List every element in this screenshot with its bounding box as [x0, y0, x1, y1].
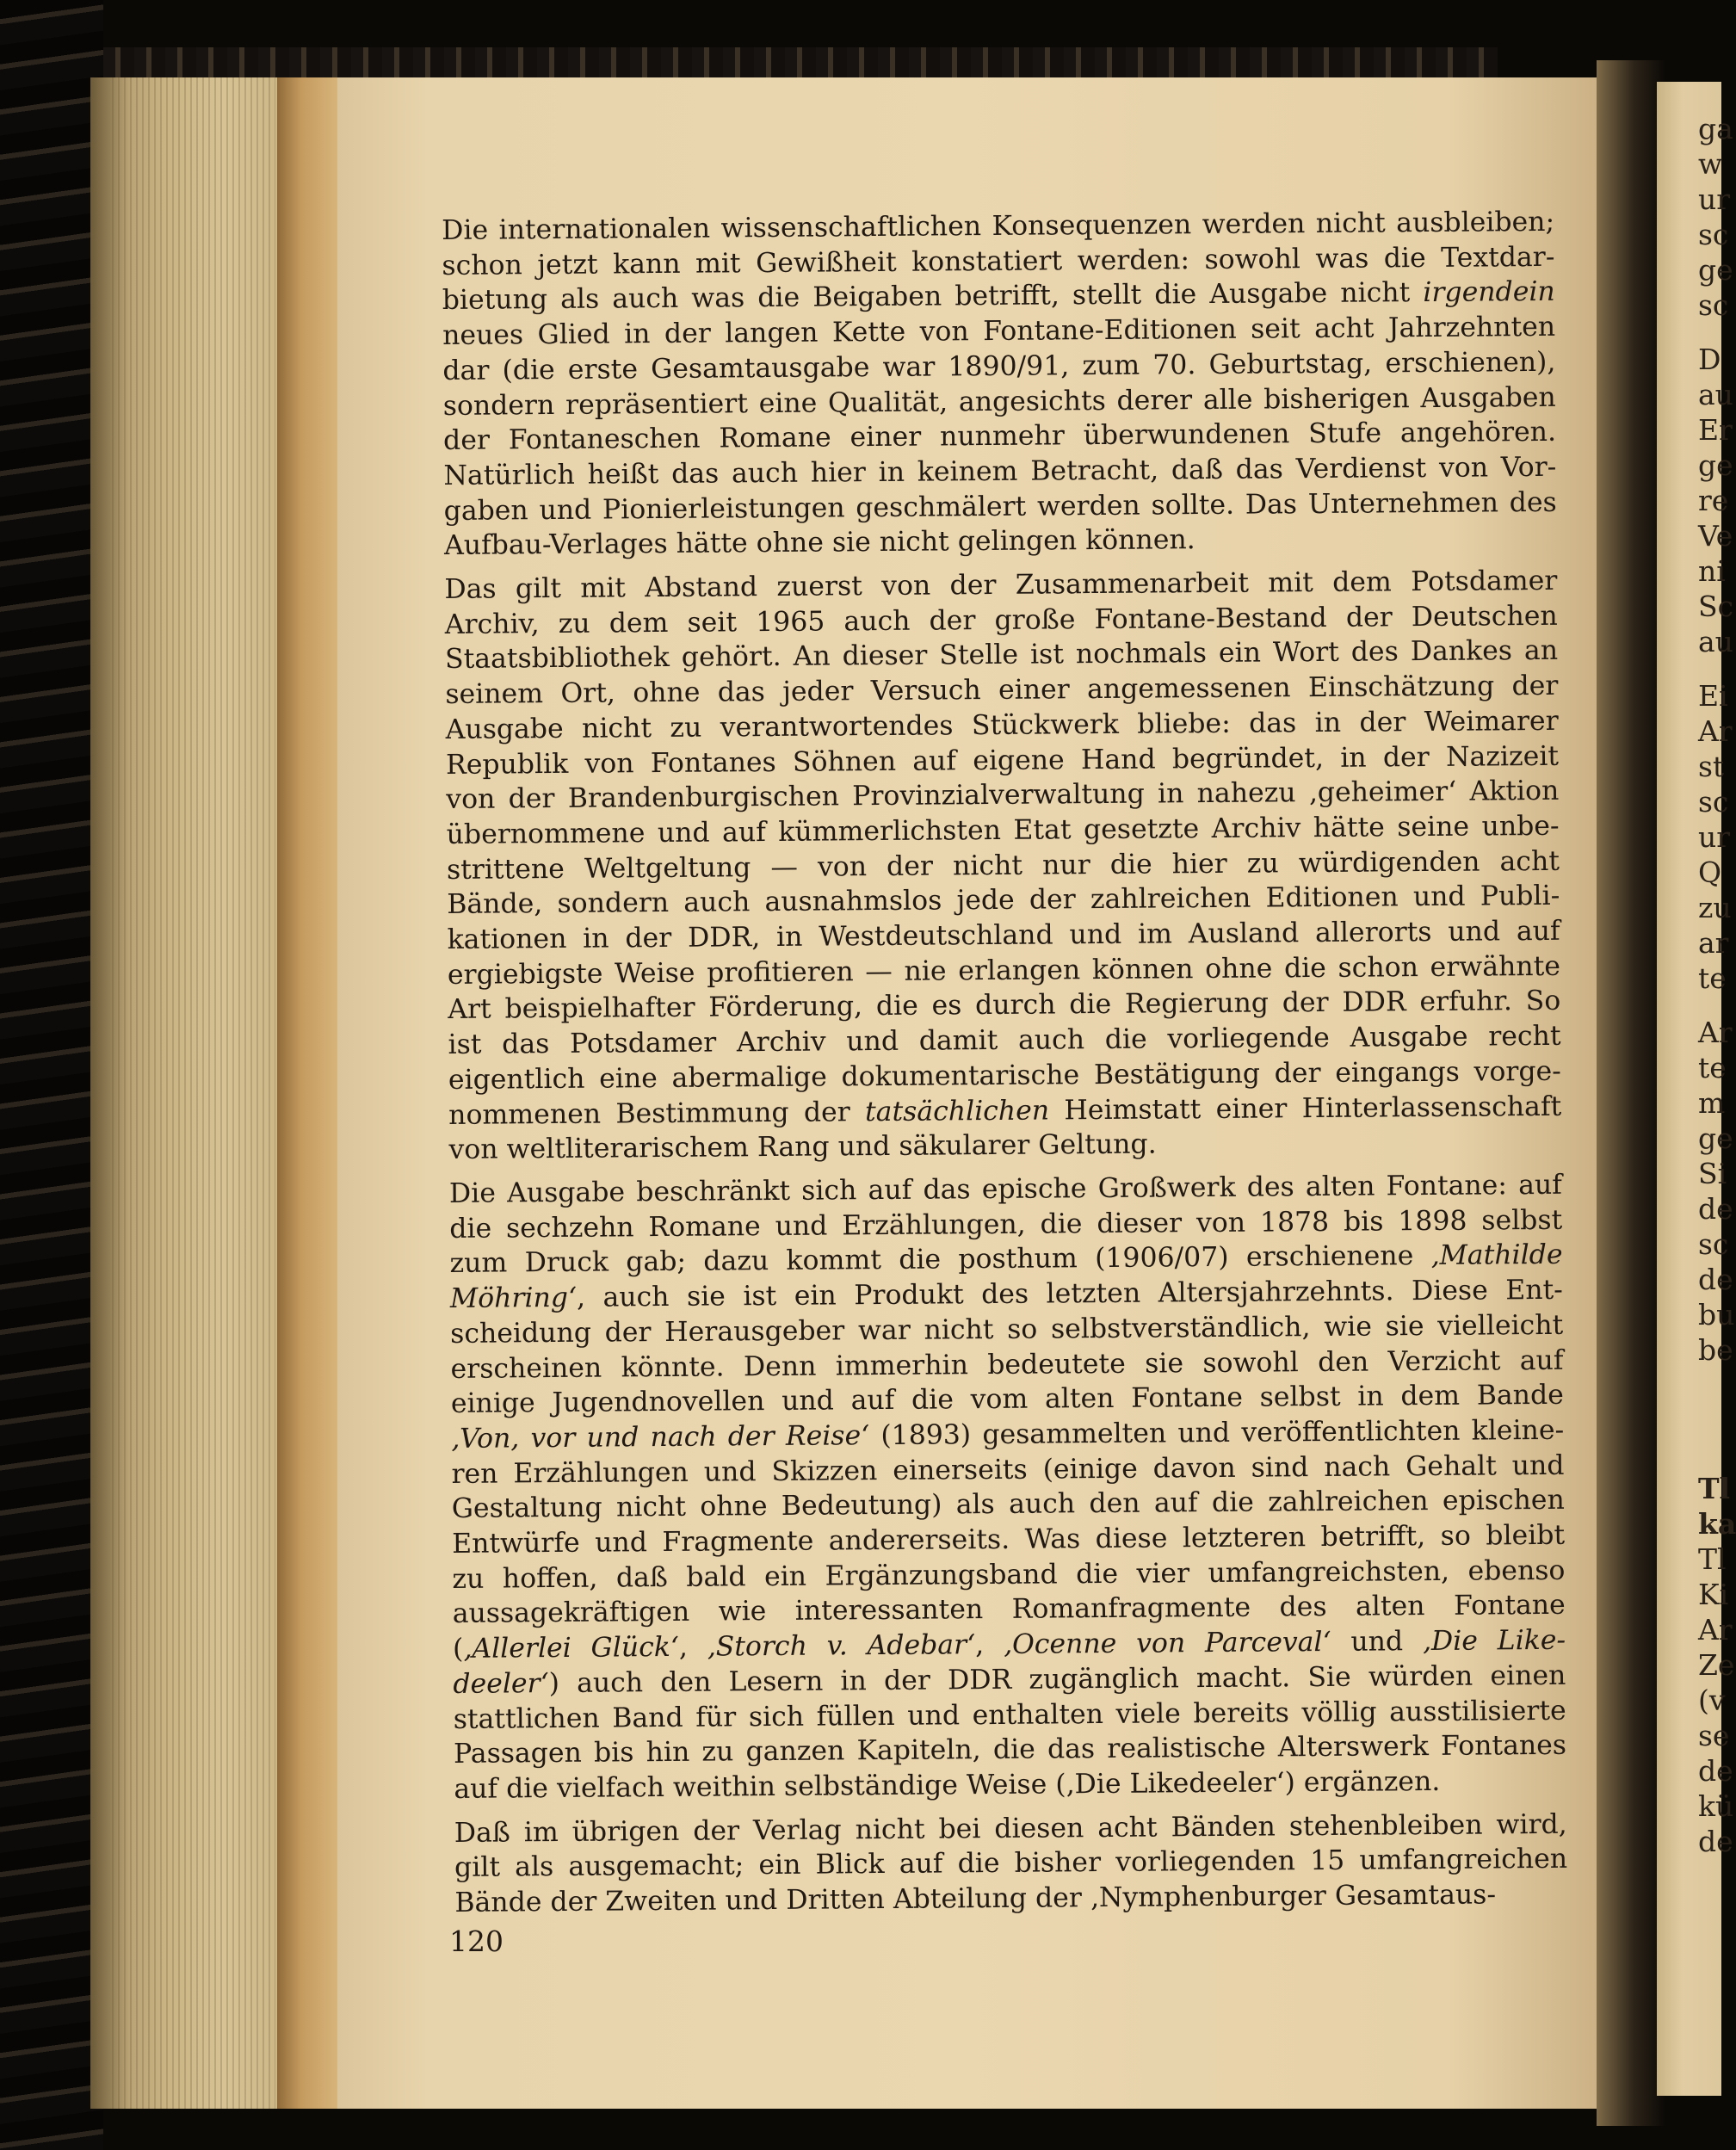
- text-line: Natürlich heißt das auch hier in keinem Betracht, daß das Verdienst von Vor-: [443, 451, 1557, 491]
- text-line: Passagen bis hin zu ganzen Kapiteln, die das realistische Alterswerk Fontanes: [453, 1730, 1567, 1770]
- next-page-text-fragment: Er: [1698, 413, 1733, 447]
- text-line: nommenen Bestimmung der tatsächlichen Heimstatt einer Hinterlassenschaft: [448, 1090, 1562, 1131]
- next-page-text-fragment: se: [1698, 1719, 1730, 1752]
- text-line: ist das Potsdamer Archiv und damit auch die vorliegende Ausgabe recht: [448, 1020, 1561, 1061]
- next-page-text-fragment: zu: [1698, 891, 1732, 924]
- next-page-text-fragment: au: [1698, 378, 1733, 411]
- text-line: Republik von Fontanes Söhnen auf eigene Hand begründet, in der Nazizeit: [445, 740, 1560, 781]
- text-line: Ausgabe nicht zu verantwortendes Stückwerk bliebe: das in der Weimarer: [445, 705, 1559, 745]
- text-line: ren Erzählungen und Skizzen einerseits (einige davon sind nach Gehalt und: [451, 1449, 1565, 1490]
- next-page-text-fragment: Si: [1698, 1157, 1727, 1190]
- text-line: Möhring‘, auch sie ist ein Produkt des letzten Altersjahrzehnts. Diese Ent-: [449, 1274, 1564, 1315]
- text-line: stattlichen Band für sich füllen und enthalten viele bereits völlig ausstilisierte: [453, 1695, 1566, 1735]
- text-line: Gestaltung nicht ohne Bedeutung) als auch den auf die zahlreichen epischen: [451, 1485, 1565, 1525]
- next-page-text-fragment: au: [1698, 625, 1733, 658]
- text-line: Daß im übrigen der Verlag nicht bei diesen acht Bänden stehenbleiben wird,: [454, 1808, 1567, 1849]
- text-line: von der Brandenburgischen Provinzialverwaltung in nahezu ‚geheimer‘ Aktion: [446, 775, 1560, 816]
- next-page-text-fragment: te: [1698, 1051, 1727, 1084]
- next-page-text-fragment: Ar: [1698, 1613, 1733, 1646]
- next-page-text-fragment: te: [1698, 961, 1727, 995]
- text-line: erscheinen könnte. Denn immerhin bedeutete sie sowohl den Verzicht auf: [450, 1344, 1564, 1385]
- next-page-text-fragment: w: [1698, 147, 1723, 181]
- next-page-text-fragment: re: [1698, 484, 1729, 517]
- text-line: Das gilt mit Abstand zuerst von der Zusammenarbeit mit dem Potsdamer: [444, 565, 1558, 606]
- binding-gutter: [277, 77, 337, 2109]
- page-stack-lines: [112, 77, 275, 2109]
- body-text: [442, 205, 1568, 1930]
- next-page-text-fragment: ni: [1698, 554, 1726, 588]
- text-line: einige Jugendnovellen und auf die vom alten Fontane selbst in dem Bande: [450, 1380, 1564, 1420]
- next-page-text-fragment: st: [1698, 750, 1725, 783]
- text-line: neues Glied in der langen Kette von Fontane-Editionen seit acht Jahrzehnten: [442, 311, 1556, 352]
- paragraph: [444, 564, 1561, 1168]
- next-page-text-fragment: de: [1698, 1192, 1733, 1226]
- text-line: strittene Weltgeltung — von der nicht nur die hier zu würdigenden acht: [446, 845, 1560, 886]
- text-line: ‚Von, vor und nach der Reise‘ (1893) gesammelten und veröffentlichten kleine-: [451, 1414, 1565, 1455]
- text-line: die sechzehn Romane und Erzählungen, die dieser von 1878 bis 1898 selbst: [449, 1204, 1563, 1245]
- text-line: ergiebigste Weise profitieren — nie erlangen können ohne die schon erwähnte: [447, 950, 1561, 991]
- text-line: Die Ausgabe beschränkt sich auf das epische Großwerk des alten Fontane: auf: [448, 1169, 1563, 1209]
- next-page-text-fragment: sc: [1698, 785, 1729, 819]
- text-line: schon jetzt kann mit Gewißheit konstatiert werden: sowohl was die Textdar-: [442, 241, 1555, 281]
- next-page-text-fragment: D: [1698, 343, 1721, 376]
- next-page-text-fragment: Tl: [1698, 1472, 1731, 1505]
- text-line: Bände, sondern auch ausnahmslos jede der zahlreichen Editionen und Publi-: [447, 880, 1560, 921]
- paragraph: [449, 1168, 1567, 1807]
- text-line: deeler‘) auch den Lesern in der DDR zugänglich macht. Sie würden einen: [453, 1659, 1566, 1700]
- next-page-fragment: [1657, 82, 1736, 2096]
- text-line: von weltliterarischem Rang und säkularer Geltung.: [448, 1128, 1157, 1166]
- next-page-text-fragment: Sc: [1698, 590, 1734, 623]
- next-page-text-fragment: Ar: [1698, 1016, 1733, 1049]
- top-fringe: [103, 47, 1498, 82]
- text-line: Archiv, zu dem seit 1965 auch der große Fontane-Bestand der Deutschen: [444, 600, 1558, 640]
- text-line: Bände der Zweiten und Dritten Abteilung der ‚Nymphenburger Gesamtaus-: [454, 1879, 1497, 1918]
- next-page-text-fragment: be: [1698, 1333, 1733, 1367]
- text-line: zum Druck gab; dazu kommt die posthum (1906/07) erschienene ‚Mathilde: [449, 1239, 1563, 1280]
- text-line: zu hoffen, daß bald ein Ergänzungsband die vier umfangreichsten, ebenso: [452, 1554, 1566, 1595]
- next-page-text-fragment: de: [1698, 1825, 1733, 1858]
- text-line: gilt als ausgemacht; ein Blick auf die bisher vorliegenden 15 umfangreichen: [454, 1844, 1568, 1884]
- next-page-text-fragment: Tl: [1698, 1542, 1727, 1576]
- next-page-text-fragment: bu: [1698, 1298, 1735, 1331]
- text-line: sondern repräsentiert eine Qualität, angesichts derer alle bisherigen Ausgaben: [442, 381, 1556, 422]
- page-number: 120: [449, 1924, 504, 1958]
- next-page-text-fragment: Ve: [1698, 519, 1733, 553]
- text-line: aussagekräftigen wie interessanten Romanfragmente des alten Fontane: [452, 1590, 1566, 1630]
- next-page-text-fragment: ur: [1698, 820, 1731, 854]
- text-line: auf die vielfach weithin selbständige Weise (‚Die Likedeeler‘) ergänzen.: [454, 1765, 1441, 1805]
- next-page-text-fragment: de: [1698, 1754, 1733, 1788]
- text-line: Staatsbibliothek gehört. An dieser Stelle ist nochmals ein Wort des Dankes an: [444, 635, 1559, 676]
- text-line: dar (die erste Gesamtausgabe war 1890/91, zum 70. Geburtstag, erschienen),: [442, 346, 1556, 386]
- paragraph: [454, 1807, 1568, 1920]
- next-page-text-fragment: m: [1698, 1086, 1726, 1120]
- text-line: kationen in der DDR, in Westdeutschland und im Ausland allerorts und auf: [447, 915, 1560, 956]
- text-line: scheidung der Herausgeber war nicht so selbstverständlich, wie sie vielleicht: [450, 1309, 1564, 1350]
- next-page-text-fragment: ge: [1698, 1121, 1733, 1155]
- next-page-text-fragment: Ze: [1698, 1648, 1735, 1682]
- next-page-text-fragment: ka: [1698, 1507, 1736, 1541]
- next-page-text-fragment: Q: [1698, 856, 1722, 889]
- text-line: (‚Allerlei Glück‘, ‚Storch v. Adebar‘, ‚Ocenne von Parceval‘ und ‚Die Like-: [452, 1624, 1566, 1665]
- paragraph: [442, 205, 1557, 564]
- next-page-text-fragment: ur: [1698, 182, 1731, 216]
- spine-shadow: [1597, 60, 1665, 2126]
- text-line: Art beispielhafter Förderung, die es durch die Regierung der DDR erfuhr. So: [448, 985, 1561, 1026]
- text-line: Aufbau-Verlages hätte ohne sie nicht gelingen können.: [443, 524, 1195, 562]
- next-page-text-fragment: Ei: [1698, 679, 1728, 713]
- next-page-text-fragment: ga: [1698, 112, 1733, 145]
- text-line: übernommene und auf kümmerlichsten Etat gesetzte Archiv hätte seine unbe-: [446, 810, 1560, 850]
- next-page-text-fragment: ar: [1698, 926, 1729, 960]
- next-page-text-fragment: ge: [1698, 448, 1733, 482]
- next-page-text-fragment: Ki: [1698, 1578, 1729, 1611]
- text-line: Die internationalen wissenschaftlichen Konsequenzen werden nicht ausbleiben;: [442, 206, 1555, 246]
- book-edge-shadow: [0, 0, 103, 2150]
- next-page-text-fragment: sc: [1698, 1227, 1729, 1261]
- next-page-text-fragment: sc: [1698, 288, 1729, 322]
- next-page-text-fragment: (v: [1698, 1684, 1726, 1717]
- next-page-text-fragment: kü: [1698, 1789, 1734, 1823]
- text-line: bietung als auch was die Beigaben betrifft, stellt die Ausgabe nicht irgendein: [442, 276, 1555, 317]
- text-line: eigentlich eine abermalige dokumentarische Bestätigung der eingangs vorge-: [448, 1055, 1562, 1096]
- text-line: Entwürfe und Fragmente andererseits. Was diese letzteren betrifft, so bleibt: [452, 1519, 1566, 1560]
- next-page-text-fragment: Ar: [1698, 714, 1733, 748]
- text-line: gaben und Pionierleistungen geschmälert werden sollte. Das Unternehmen des: [443, 486, 1557, 527]
- next-page-text-fragment: sc: [1698, 218, 1729, 251]
- next-page-text-fragment: ge: [1698, 253, 1733, 287]
- text-line: der Fontaneschen Romane einer nunmehr überwundenen Stufe angehören.: [442, 417, 1557, 457]
- next-page-text-fragment: de: [1698, 1263, 1733, 1296]
- text-line: seinem Ort, ohne das jeder Versuch einer angemessenen Einschätzung der: [445, 670, 1559, 711]
